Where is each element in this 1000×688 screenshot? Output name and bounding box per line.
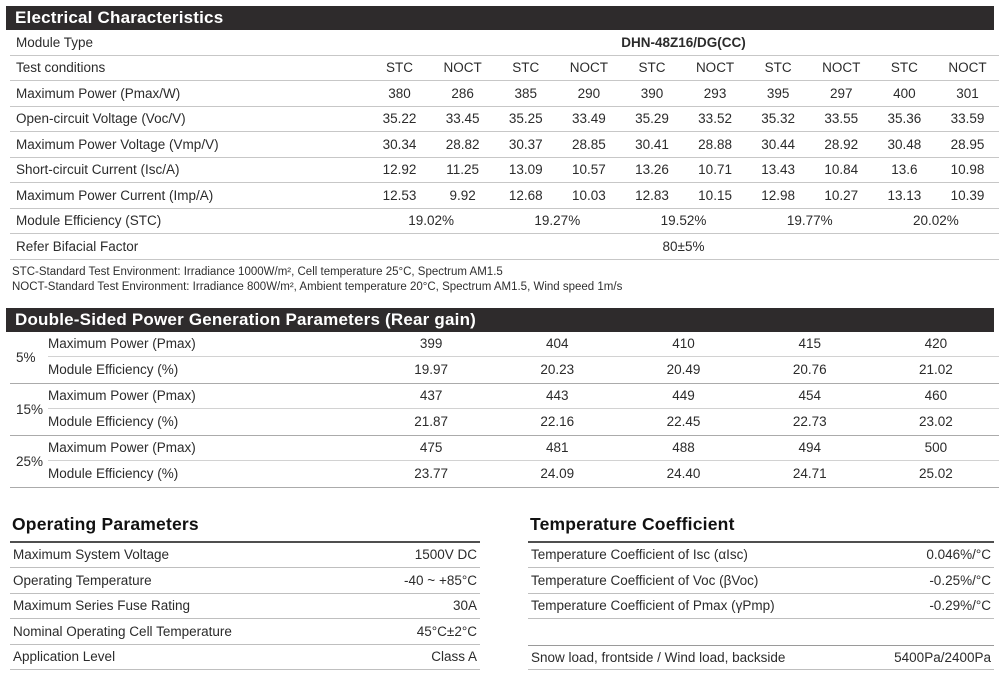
value-cell: 12.98 bbox=[761, 187, 796, 203]
param-row bbox=[10, 543, 480, 569]
gain-group-5 bbox=[10, 332, 999, 384]
param-row bbox=[528, 543, 994, 569]
value-cell: 20.02% bbox=[913, 213, 959, 229]
value-cell: 385 bbox=[514, 85, 538, 101]
param-value: Class A bbox=[431, 649, 477, 665]
value-cell: 28.85 bbox=[571, 136, 606, 152]
condition-header: NOCT bbox=[569, 60, 608, 76]
value-cell: 19.27% bbox=[534, 213, 581, 229]
value-cell: 494 bbox=[798, 440, 821, 456]
value-cell: 30.37 bbox=[508, 136, 543, 152]
value-cell: 415 bbox=[798, 336, 821, 352]
condition-header: STC bbox=[512, 60, 540, 76]
value-cell: 20.49 bbox=[666, 362, 701, 378]
value-cell: 20.76 bbox=[792, 362, 827, 378]
row-label: Module Efficiency (%) bbox=[48, 414, 179, 430]
value-cell: 33.52 bbox=[698, 111, 732, 127]
test-conditions-label: Test conditions bbox=[16, 60, 106, 76]
table-row bbox=[48, 409, 999, 435]
value-cell: 12.53 bbox=[382, 187, 417, 203]
table-row-bifacial-factor bbox=[10, 234, 999, 260]
param-row bbox=[528, 594, 994, 620]
value-cell: 290 bbox=[577, 85, 601, 101]
param-value: -0.25%/°C bbox=[929, 572, 991, 588]
footnote-stc: STC-Standard Test Environment: Irradiance 1000W/m², Cell temperature 25°C, Spectrum AM1.5 bbox=[12, 265, 503, 278]
value-cell: 390 bbox=[640, 85, 664, 101]
value-cell: 35.32 bbox=[761, 111, 796, 127]
value-cell: 28.95 bbox=[950, 136, 985, 152]
temperature-coefficient-block bbox=[528, 514, 994, 671]
gain-label: 25% bbox=[16, 453, 44, 469]
temperature-coefficient-title: Temperature Coefficient bbox=[528, 514, 994, 543]
value-cell: 404 bbox=[546, 336, 569, 352]
param-row bbox=[10, 619, 480, 645]
value-cell: 22.16 bbox=[540, 414, 575, 430]
value-cell: 80±5% bbox=[662, 238, 705, 254]
condition-header: STC bbox=[890, 60, 918, 76]
value-cell: 23.77 bbox=[414, 466, 448, 482]
value-cell: 30.41 bbox=[635, 136, 669, 152]
value-cell: 19.02% bbox=[408, 213, 454, 229]
value-cell: 10.15 bbox=[698, 187, 732, 203]
value-cell: 10.71 bbox=[698, 162, 732, 178]
condition-header: NOCT bbox=[948, 60, 987, 76]
value-cell: 28.92 bbox=[824, 136, 859, 152]
condition-header: STC bbox=[386, 60, 414, 76]
value-cell: 10.27 bbox=[824, 187, 859, 203]
value-cell: 19.52% bbox=[660, 213, 707, 229]
table-row-voc bbox=[10, 107, 999, 133]
row-label: Maximum Power (Pmax/W) bbox=[16, 85, 181, 101]
value-cell: 12.83 bbox=[635, 187, 669, 203]
section-header-electrical-characteristics: Electrical Characteristics bbox=[6, 6, 994, 30]
param-row bbox=[10, 645, 480, 671]
table-row-module-efficiency bbox=[10, 209, 999, 235]
value-cell: 33.59 bbox=[950, 111, 985, 127]
value-cell: 500 bbox=[924, 440, 948, 456]
value-cell: 33.45 bbox=[445, 111, 480, 127]
value-cell: 12.68 bbox=[508, 187, 543, 203]
row-label: Open-circuit Voltage (Voc/V) bbox=[16, 111, 186, 127]
table-row bbox=[48, 357, 999, 383]
param-row bbox=[10, 594, 480, 620]
bottom-section bbox=[10, 514, 994, 671]
value-cell: 23.02 bbox=[919, 414, 953, 430]
value-cell: 21.87 bbox=[414, 414, 448, 430]
spacer bbox=[528, 619, 994, 645]
value-cell: 24.40 bbox=[666, 466, 701, 482]
value-cell: 20.23 bbox=[540, 362, 575, 378]
test-conditions-row bbox=[10, 56, 999, 82]
value-cell: 395 bbox=[766, 85, 790, 101]
value-cell: 410 bbox=[672, 336, 695, 352]
param-value: 30A bbox=[452, 598, 477, 614]
value-cell: 25.02 bbox=[919, 466, 953, 482]
table-row bbox=[48, 461, 999, 487]
value-cell: 12.92 bbox=[382, 162, 417, 178]
module-type-row bbox=[10, 30, 999, 56]
value-cell: 10.03 bbox=[571, 187, 606, 203]
value-cell: 400 bbox=[893, 85, 916, 101]
condition-header: NOCT bbox=[443, 60, 482, 76]
value-cell: 10.39 bbox=[950, 187, 985, 203]
value-cell: 28.82 bbox=[445, 136, 480, 152]
param-label: Temperature Coefficient of Isc (αIsc) bbox=[531, 547, 748, 563]
value-cell: 35.22 bbox=[382, 111, 417, 127]
module-type-label: Module Type bbox=[16, 34, 94, 50]
gain-label: 5% bbox=[16, 349, 36, 365]
test-environment-footnotes bbox=[12, 265, 994, 296]
value-cell: 33.55 bbox=[824, 111, 859, 127]
value-cell: 35.36 bbox=[887, 111, 922, 127]
row-label: Module Efficiency (STC) bbox=[16, 213, 162, 229]
row-label: Refer Bifacial Factor bbox=[16, 238, 139, 254]
row-label: Module Efficiency (%) bbox=[48, 466, 179, 482]
value-cell: 10.84 bbox=[824, 162, 859, 178]
param-label: Application Level bbox=[13, 649, 116, 665]
param-label: Maximum Series Fuse Rating bbox=[13, 598, 191, 614]
value-cell: 10.98 bbox=[950, 162, 985, 178]
value-cell: 13.43 bbox=[761, 162, 796, 178]
param-value: -0.29%/°C bbox=[929, 598, 991, 614]
value-cell: 22.73 bbox=[792, 414, 827, 430]
value-cell: 30.48 bbox=[887, 136, 922, 152]
value-cell: 33.49 bbox=[571, 111, 606, 127]
param-label: Temperature Coefficient of Pmax (γPmp) bbox=[531, 598, 775, 614]
table-row-isc bbox=[10, 158, 999, 184]
value-cell: 488 bbox=[672, 440, 695, 456]
row-label: Maximum Power (Pmax) bbox=[48, 440, 196, 456]
table-row-max-power bbox=[10, 81, 999, 107]
value-cell: 35.25 bbox=[508, 111, 543, 127]
condition-header: STC bbox=[764, 60, 792, 76]
param-label: Nominal Operating Cell Temperature bbox=[13, 623, 232, 639]
value-cell: 21.02 bbox=[919, 362, 953, 378]
table-row bbox=[48, 332, 999, 358]
value-cell: 460 bbox=[924, 388, 948, 404]
condition-header: NOCT bbox=[695, 60, 735, 76]
value-cell: 10.57 bbox=[571, 162, 606, 178]
value-cell: 13.6 bbox=[891, 162, 918, 178]
value-cell: 449 bbox=[672, 388, 695, 404]
value-cell: 9.92 bbox=[449, 187, 476, 203]
value-cell: 380 bbox=[388, 85, 411, 101]
rear-gain-table bbox=[10, 332, 999, 488]
value-cell: 22.45 bbox=[666, 414, 701, 430]
param-value: 1500V DC bbox=[414, 547, 477, 563]
param-label: Maximum System Voltage bbox=[13, 547, 170, 563]
value-cell: 13.26 bbox=[635, 162, 669, 178]
condition-header: NOCT bbox=[822, 60, 861, 76]
value-cell: 30.34 bbox=[382, 136, 417, 152]
value-cell: 19.97 bbox=[414, 362, 448, 378]
table-row bbox=[48, 436, 999, 462]
value-cell: 24.71 bbox=[792, 466, 827, 482]
value-cell: 11.25 bbox=[446, 162, 480, 178]
param-label: Operating Temperature bbox=[13, 572, 152, 588]
param-value: -40 ~ +85°C bbox=[404, 572, 477, 588]
footnote-noct: NOCT-Standard Test Environment: Irradiance 800W/m², Ambient temperature 20°C, Spectrum AM1.5, Wind speed 1m/s bbox=[12, 281, 623, 293]
value-cell: 13.09 bbox=[508, 162, 543, 178]
param-label: Temperature Coefficient of Voc (βVoc) bbox=[531, 572, 759, 588]
value-cell: 286 bbox=[451, 85, 474, 101]
value-cell: 293 bbox=[703, 85, 727, 101]
param-label: Snow load, frontside / Wind load, backside bbox=[531, 649, 786, 665]
row-label: Maximum Power Current (Imp/A) bbox=[16, 187, 214, 203]
value-cell: 481 bbox=[546, 440, 569, 456]
load-row bbox=[528, 645, 994, 671]
condition-header: STC bbox=[638, 60, 666, 76]
section-header-double-sided-parameters: Double-Sided Power Generation Parameters (Rear gain) bbox=[6, 308, 994, 332]
param-value: 45°C±2°C bbox=[416, 623, 477, 639]
value-cell: 13.13 bbox=[887, 187, 922, 203]
electrical-characteristics-table bbox=[10, 30, 999, 260]
table-row bbox=[48, 384, 999, 410]
param-value: 5400Pa/2400Pa bbox=[894, 649, 991, 665]
row-label: Maximum Power Voltage (Vmp/V) bbox=[16, 136, 219, 152]
row-label: Maximum Power (Pmax) bbox=[48, 388, 196, 404]
row-label: Maximum Power (Pmax) bbox=[48, 336, 196, 352]
row-label: Module Efficiency (%) bbox=[48, 362, 179, 378]
value-cell: 35.29 bbox=[635, 111, 669, 127]
operating-parameters-block bbox=[10, 514, 480, 671]
value-cell: 420 bbox=[924, 336, 948, 352]
param-value: 0.046%/°C bbox=[926, 547, 991, 563]
value-cell: 24.09 bbox=[540, 466, 575, 482]
value-cell: 443 bbox=[546, 388, 569, 404]
value-cell: 297 bbox=[830, 85, 853, 101]
operating-parameters-title: Operating Parameters bbox=[10, 514, 480, 543]
param-row bbox=[10, 568, 480, 594]
value-cell: 475 bbox=[419, 440, 443, 456]
gain-label: 15% bbox=[16, 401, 44, 417]
gain-group-25 bbox=[10, 436, 999, 488]
value-cell: 19.77% bbox=[786, 213, 833, 229]
table-row-vmp bbox=[10, 132, 999, 158]
param-row bbox=[528, 568, 994, 594]
value-cell: 28.88 bbox=[698, 136, 732, 152]
value-cell: 301 bbox=[956, 85, 979, 101]
value-cell: 454 bbox=[798, 388, 821, 404]
value-cell: 399 bbox=[419, 336, 443, 352]
value-cell: 437 bbox=[419, 388, 443, 404]
gain-group-15 bbox=[10, 384, 999, 436]
value-cell: 30.44 bbox=[761, 136, 796, 152]
module-type-value: DHN-48Z16/DG(CC) bbox=[621, 34, 746, 50]
row-label: Short-circuit Current (Isc/A) bbox=[16, 162, 180, 178]
table-row-imp bbox=[10, 183, 999, 209]
